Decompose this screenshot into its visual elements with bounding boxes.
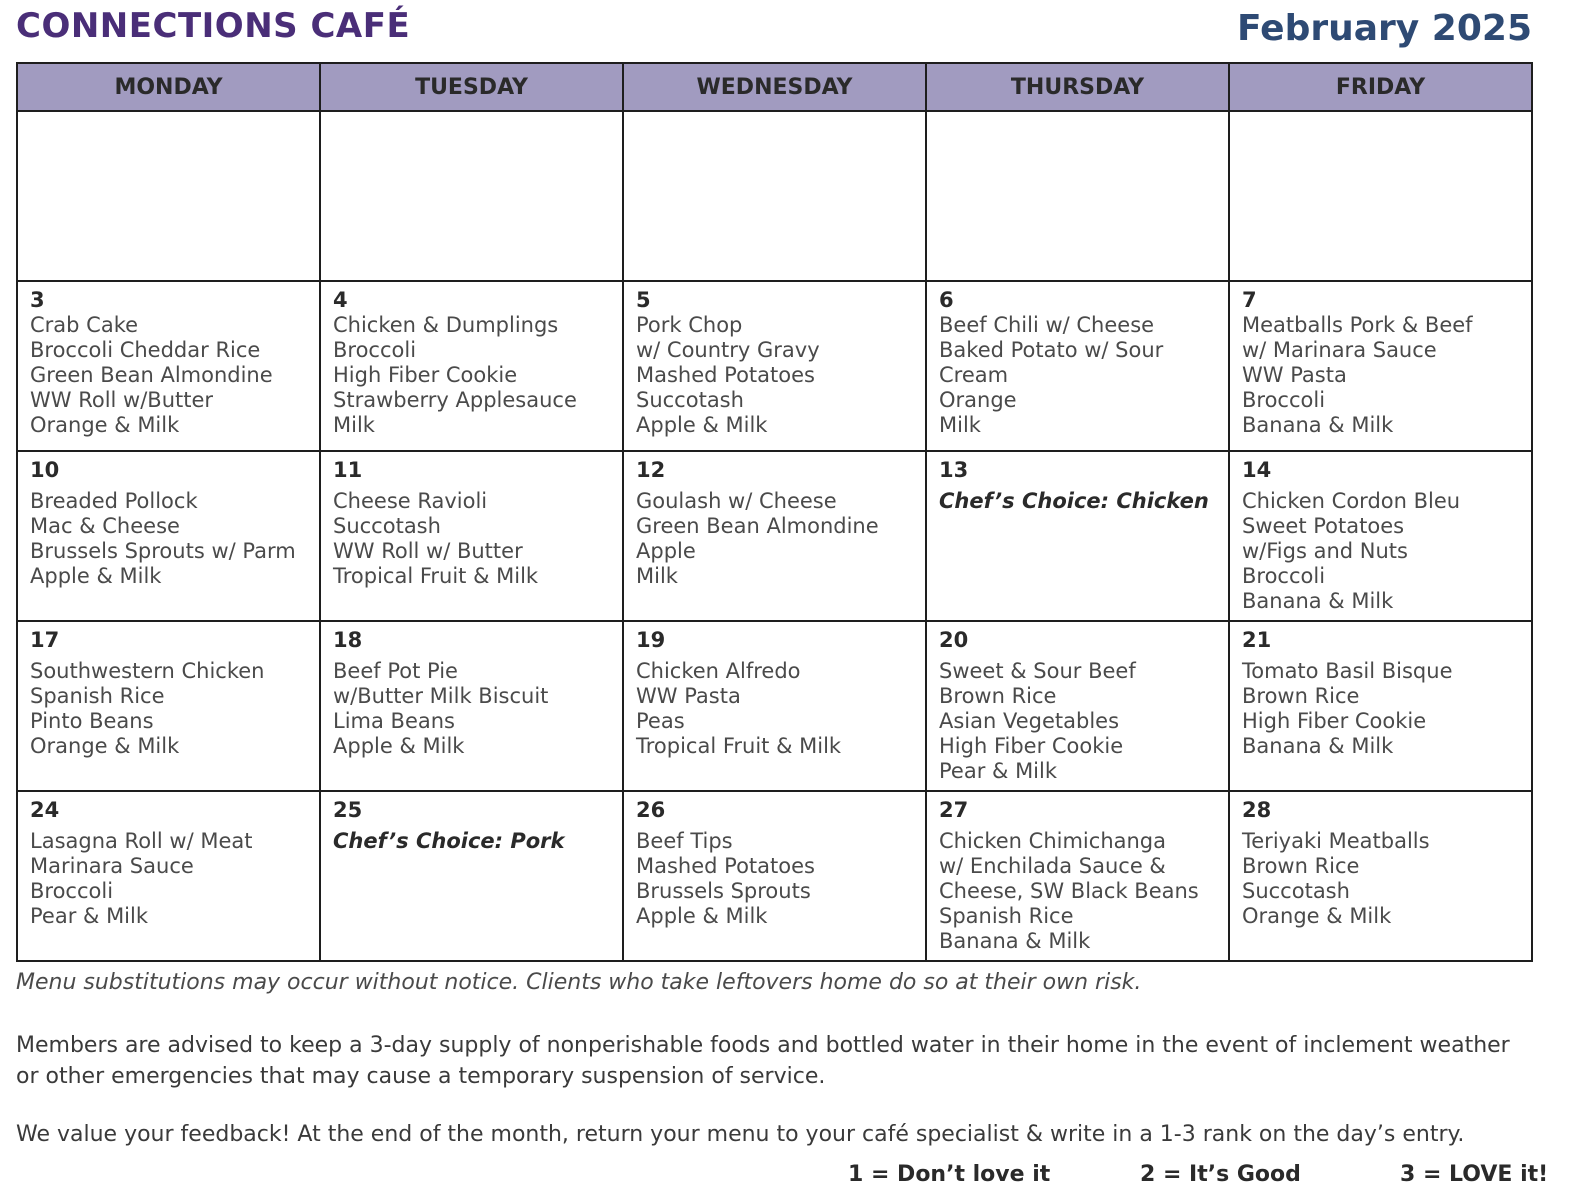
menu-items [30,489,311,589]
day-cell[interactable] [623,621,926,791]
empty-day-cell [1229,111,1532,281]
menu-items [1242,489,1523,614]
menu-item: Breaded Pollock [30,489,198,513]
menu-items [636,659,917,759]
day-number: 3 [30,288,45,312]
menu-item: Succotash [1242,879,1350,903]
day-number: 17 [30,628,60,652]
menu-items [333,489,614,589]
menu-item: Broccoli [30,879,114,903]
day-cell[interactable] [320,451,623,621]
menu-item: Asian Vegetables [939,709,1120,733]
day-cell[interactable] [1229,621,1532,791]
menu-item: Chicken Cordon Bleu [1242,489,1461,513]
menu-item: Apple & Milk [333,734,465,758]
menu-item: Beef Tips [636,829,733,853]
day-cell[interactable] [623,281,926,451]
menu-item: Tropical Fruit & Milk [636,734,842,758]
menu-item: Pinto Beans [30,709,154,733]
menu-item: Orange & Milk [1242,904,1392,928]
menu-item: WW Roll w/ Butter [333,539,523,563]
week-row [17,451,1532,621]
menu-item: Apple & Milk [636,413,768,437]
menu-item: Orange [939,388,1017,412]
rank-2-label: 2 = It’s Good [1140,1162,1301,1187]
menu-item: Cheese Ravioli [333,489,488,513]
menu-item: Crab Cake [30,313,139,337]
menu-item: Sweet Potatoes [1242,514,1405,538]
menu-item: Orange & Milk [30,734,180,758]
chefs-choice-item: Chef’s Choice: Pork [333,829,565,853]
menu-item: Banana & Milk [939,929,1091,953]
menu-item: Lasagna Roll w/ Meat [30,829,253,853]
advice-text: Members are advised to keep a 3-day supply of nonperishable foods and bottled water in their home in the event of inclement weather or other emergencies that may cause a temporary suspension of service. [16,1033,1510,1089]
menu-item: Tomato Basil Bisque [1242,659,1453,683]
day-number: 12 [636,458,666,482]
week-row [17,621,1532,791]
menu-item: Mashed Potatoes [636,363,815,387]
menu-items [939,659,1220,784]
menu-items [30,659,311,759]
day-number: 13 [939,458,969,482]
menu-item: Banana & Milk [1242,413,1394,437]
day-number: 7 [1242,288,1257,312]
menu-item: w/ Country Gravy [636,338,820,362]
menu-item: Brown Rice [1242,684,1360,708]
menu-items [1242,659,1523,759]
menu-item: Beef Pot Pie [333,659,458,683]
menu-item: Brown Rice [939,684,1057,708]
weekday-header: WEDNESDAY [623,63,926,111]
week-row [17,791,1532,961]
weekday-header-row [17,63,1532,111]
day-number: 20 [939,628,969,652]
menu-item: WW Pasta [636,684,741,708]
week-row [17,281,1532,451]
menu-item: High Fiber Cookie [1242,709,1427,733]
menu-items [636,829,917,929]
day-cell[interactable] [320,621,623,791]
day-cell[interactable] [926,451,1229,621]
menu-item: High Fiber Cookie [333,363,518,387]
day-number: 18 [333,628,363,652]
menu-item: Mac & Cheese [30,514,180,538]
empty-day-cell [17,111,320,281]
menu-item: w/Figs and Nuts [1242,539,1408,563]
menu-item: Brown Rice [1242,854,1360,878]
day-number: 25 [333,798,363,822]
empty-day-cell [320,111,623,281]
menu-item: Peas [636,709,685,733]
cafe-title: CONNECTIONS CAFÉ [16,6,411,46]
menu-items [30,829,311,929]
day-number: 24 [30,798,60,822]
menu-item: Brussels Sprouts w/ Parm [30,539,296,563]
empty-day-cell [623,111,926,281]
day-number: 28 [1242,798,1272,822]
menu-items [333,659,614,759]
menu-item: Apple [636,539,696,563]
day-cell[interactable] [17,791,320,961]
menu-item: Succotash [636,388,744,412]
menu-item: Sweet & Sour Beef [939,659,1136,683]
menu-items [1242,313,1523,438]
menu-items [636,313,917,438]
menu-item: Chicken & Dumplings [333,313,559,337]
menu-item: Milk [333,413,375,437]
day-number: 11 [333,458,363,482]
menu-item: Spanish Rice [939,904,1074,928]
menu-item: Cream [939,363,1009,387]
day-cell[interactable] [623,791,926,961]
menu-items [1242,829,1523,929]
menu-item: Broccoli Cheddar Rice [30,338,261,362]
menu-item: WW Roll w/Butter [30,388,214,412]
empty-day-cell [926,111,1229,281]
day-number: 10 [30,458,60,482]
menu-item: Orange & Milk [30,413,180,437]
menu-item: Marinara Sauce [30,854,194,878]
day-cell[interactable] [926,281,1229,451]
menu-item: Cheese, SW Black Beans [939,879,1199,903]
menu-item: Broccoli [1242,388,1326,412]
day-number: 21 [1242,628,1272,652]
menu-item: Green Bean Almondine [636,514,879,538]
rank-3-label: 3 = LOVE it! [1400,1162,1549,1187]
day-number: 4 [333,288,348,312]
month-title: February 2025 [1237,8,1532,49]
menu-items [636,489,917,589]
day-cell[interactable] [1229,791,1532,961]
menu-item: Broccoli [333,338,417,362]
menu-items [939,829,1220,954]
disclaimer-text: Menu substitutions may occur without notice. Clients who take leftovers home do so at their own risk. [16,970,1142,995]
menu-item: Brussels Sprouts [636,879,811,903]
day-number: 26 [636,798,666,822]
day-cell[interactable] [17,281,320,451]
menu-items [939,313,1220,438]
day-cell[interactable] [17,621,320,791]
menu-item: Goulash w/ Cheese [636,489,837,513]
menu-item: Pear & Milk [939,759,1058,783]
day-number: 14 [1242,458,1272,482]
day-cell[interactable] [926,791,1229,961]
day-cell[interactable] [926,621,1229,791]
menu-items [333,313,614,438]
day-cell[interactable] [17,451,320,621]
menu-item: Tropical Fruit & Milk [333,564,539,588]
menu-item: Mashed Potatoes [636,854,815,878]
menu-item: w/Butter Milk Biscuit [333,684,549,708]
menu-item: Milk [939,413,981,437]
rank-1-label: 1 = Don’t love it [848,1162,1051,1187]
menu-items [30,313,311,438]
menu-item: w/ Marinara Sauce [1242,338,1437,362]
menu-calendar [16,62,1533,962]
menu-item: Chicken Chimichanga [939,829,1167,853]
weekday-header: MONDAY [17,63,320,111]
empty-week-row [17,111,1532,281]
menu-item: Baked Potato w/ Sour [939,338,1164,362]
menu-item: Broccoli [1242,564,1326,588]
menu-item: Green Bean Almondine [30,363,273,387]
day-number: 5 [636,288,651,312]
menu-item: High Fiber Cookie [939,734,1124,758]
menu-item: Teriyaki Meatballs [1242,829,1430,853]
menu-item: Succotash [333,514,441,538]
weekday-header: FRIDAY [1229,63,1532,111]
day-number: 27 [939,798,969,822]
day-cell[interactable] [623,451,926,621]
menu-item: w/ Enchilada Sauce & [939,854,1166,878]
day-cell[interactable] [1229,451,1532,621]
menu-item: Strawberry Applesauce [333,388,577,412]
feedback-text: We value your feedback! At the end of the month, return your menu to your café specialist & write in a 1-3 rank on the day’s entry. [16,1122,1465,1147]
menu-item: WW Pasta [1242,363,1347,387]
day-number: 6 [939,288,954,312]
weekday-header: THURSDAY [926,63,1229,111]
day-number: 19 [636,628,666,652]
menu-item: Banana & Milk [1242,589,1394,613]
menu-item: Spanish Rice [30,684,165,708]
day-cell[interactable] [320,791,623,961]
menu-item: Meatballs Pork & Beef [1242,313,1473,337]
menu-item: Milk [636,564,678,588]
weekday-header: TUESDAY [320,63,623,111]
menu-item: Apple & Milk [30,564,162,588]
menu-item: Pear & Milk [30,904,149,928]
menu-item: Apple & Milk [636,904,768,928]
chefs-choice-item: Chef’s Choice: Chicken [939,489,1209,513]
menu-item: Lima Beans [333,709,455,733]
day-cell[interactable] [1229,281,1532,451]
day-cell[interactable] [320,281,623,451]
menu-item: Pork Chop [636,313,743,337]
menu-item: Banana & Milk [1242,734,1394,758]
menu-item: Chicken Alfredo [636,659,801,683]
menu-item: Southwestern Chicken [30,659,265,683]
menu-item: Beef Chili w/ Cheese [939,313,1155,337]
